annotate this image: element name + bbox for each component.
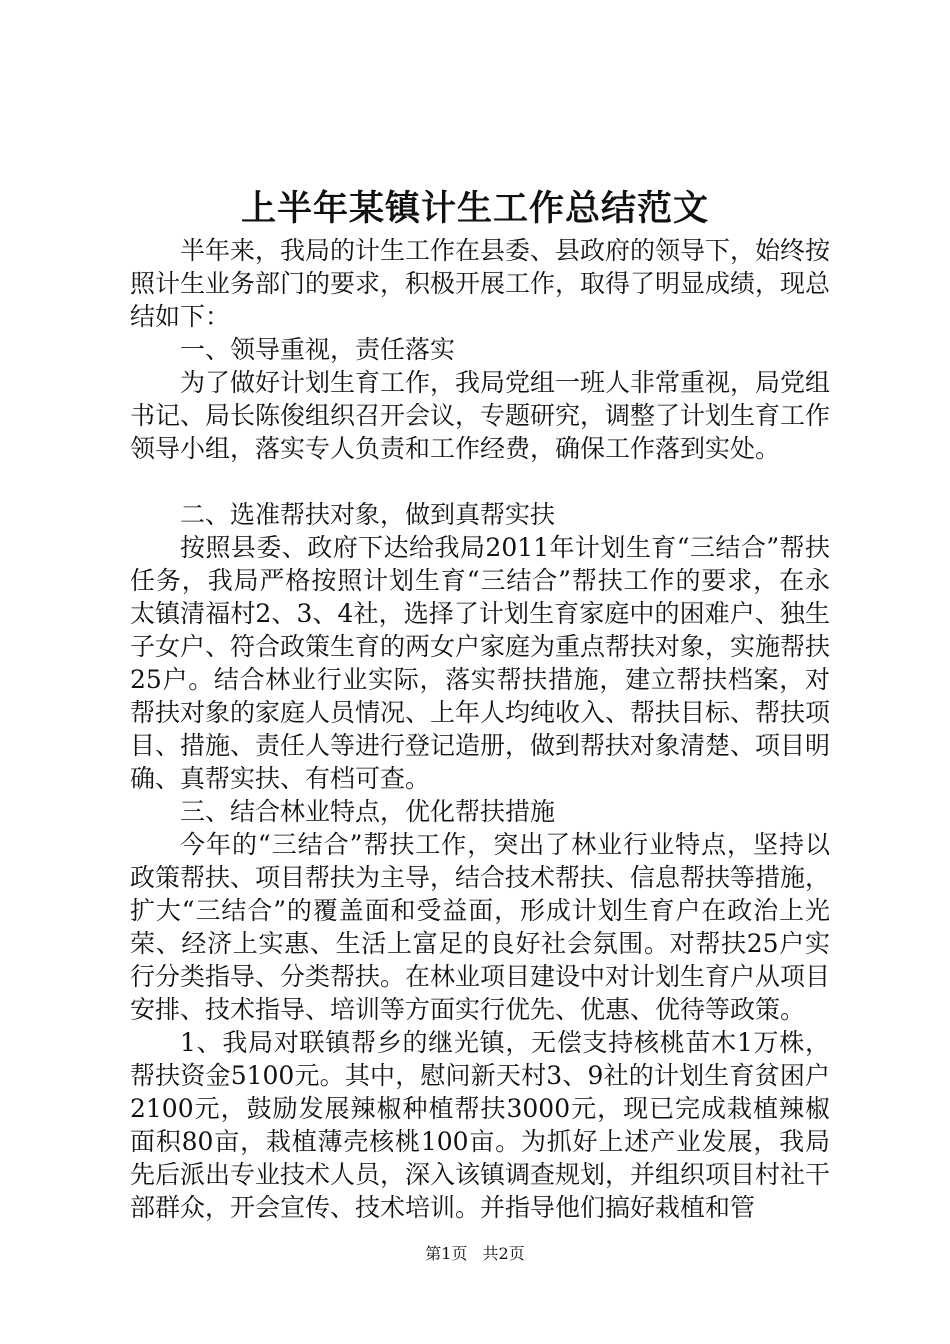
section-heading-2: 二、选准帮扶对象，做到真帮实扶 [180, 500, 556, 529]
page-number: 第1页 [425, 1244, 468, 1263]
blank-line [130, 465, 830, 498]
section-3-item-1-paragraph: 1、我局对联镇帮乡的继光镇，无偿支持核桃苗木1万株，帮扶资金5100元。其中，慰问新天村3、9社的计划生育贫困户2100元，鼓励发展辣椒种植帮扶3000元，现已完成栽植辣椒面积80亩，栽植薄壳核桃100亩。为抓好上述产业发展，我局先后派出专业技术人员，深入该镇调查规划，并组织项目村社干部群众，开会宣传、技术培训。并指导他们搞好栽植和管 [130, 1028, 831, 1222]
section-3-paragraph: 今年的“三结合”帮扶工作，突出了林业行业特点，坚持以政策帮扶、项目帮扶为主导，结合技术帮扶、信息帮扶等措施，扩大“三结合”的覆盖面和受益面，形成计划生育户在政治上光荣、经济上实惠、生活上富足的良好社会氛围。对帮扶25户实行分类指导、分类帮扶。在林业项目建设中对计划生育户从项目安排、技术指导、培训等方面实行优先、优惠、优待等政策。 [130, 830, 831, 1024]
document-body [130, 234, 830, 1224]
section-heading-1: 一、领导重视，责任落实 [180, 335, 456, 364]
section-heading-3: 三、结合林业特点，优化帮扶措施 [180, 797, 556, 826]
section-2-paragraph: 按照县委、政府下达给我局2011年计划生育“三结合”帮扶任务，我局严格按照计划生育“三结合”帮扶工作的要求，在永太镇清福村2、3、4社，选择了计划生育家庭中的困难户、独生子女户、符合政策生育的两女户家庭为重点帮扶对象，实施帮扶25户。结合林业行业实际，落实帮扶措施，建立帮扶档案，对帮扶对象的家庭人员情况、上年人均纯收入、帮扶目标、帮扶项目、措施、责任人等进行登记造册，做到帮扶对象清楚、项目明确、真帮实扶、有档可查。 [130, 533, 831, 793]
intro-paragraph: 半年来，我局的计生工作在县委、县政府的领导下，始终按照计生业务部门的要求，积极开展工作，取得了明显成绩，现总结如下： [130, 236, 831, 331]
section-1-paragraph: 为了做好计划生育工作，我局党组一班人非常重视，局党组书记、局长陈俊组织召开会议，专题研究，调整了计划生育工作领导小组，落实专人负责和工作经费，确保工作落到实处。 [130, 368, 831, 463]
page-total: 共2页 [482, 1244, 525, 1263]
document-title: 上半年某镇计生工作总结范文 [240, 188, 709, 229]
page-footer [0, 1243, 950, 1265]
